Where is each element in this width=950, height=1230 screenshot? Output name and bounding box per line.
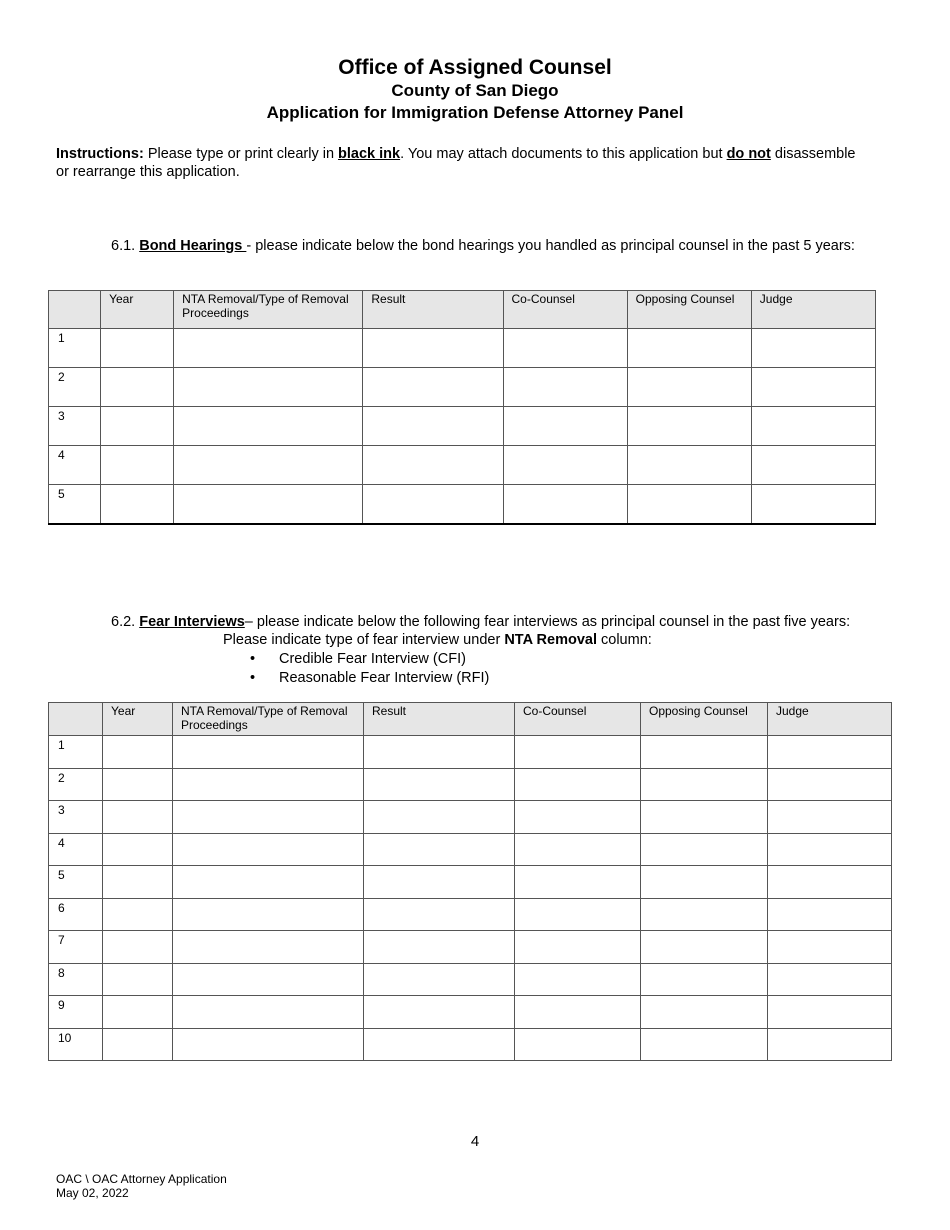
table-row <box>49 1028 892 1061</box>
column-header-label: NTA Removal/Type of Removal Proceedings <box>182 292 349 320</box>
row-number-label: 3 <box>58 409 65 423</box>
table-cell[interactable] <box>627 485 751 524</box>
bullet-icon: • <box>250 651 256 667</box>
table-cell[interactable] <box>364 833 515 866</box>
column-header <box>641 703 768 736</box>
row-number <box>49 446 101 485</box>
table-row <box>49 996 892 1029</box>
column-header <box>364 703 515 736</box>
table-cell[interactable] <box>768 898 892 931</box>
column-header <box>173 703 364 736</box>
section-6-2-heading <box>111 613 850 631</box>
row-number-label: 8 <box>58 965 65 980</box>
table-cell[interactable] <box>641 736 768 769</box>
row-number-label: 1 <box>58 738 65 752</box>
table-cell[interactable] <box>641 768 768 801</box>
table-cell[interactable] <box>515 736 641 769</box>
table-cell[interactable] <box>173 866 364 899</box>
table-cell[interactable] <box>515 996 641 1029</box>
table-cell[interactable] <box>503 485 627 524</box>
note-text-post: column: <box>596 632 652 648</box>
row-number-label: 9 <box>58 998 65 1012</box>
table-cell[interactable] <box>768 768 892 801</box>
table-cell[interactable] <box>173 996 364 1029</box>
table-cell[interactable] <box>101 368 174 407</box>
table-cell[interactable] <box>101 407 174 446</box>
instructions-label: Instructions: <box>56 146 144 162</box>
table-cell[interactable] <box>173 768 364 801</box>
table-cell[interactable] <box>363 446 503 485</box>
table-cell[interactable] <box>364 736 515 769</box>
table-cell[interactable] <box>103 866 173 899</box>
table-cell[interactable] <box>173 801 364 834</box>
row-number <box>49 368 101 407</box>
table-cell[interactable] <box>641 931 768 964</box>
column-header-label: NTA Removal/Type of Removal Proceedings <box>181 704 348 732</box>
section-6-2-title: Fear Interviews <box>139 614 245 630</box>
table-cell[interactable] <box>173 931 364 964</box>
table-cell[interactable] <box>363 407 503 446</box>
table-cell[interactable] <box>364 996 515 1029</box>
instructions <box>56 145 856 181</box>
table-cell[interactable] <box>103 736 173 769</box>
table-row <box>49 736 892 769</box>
table-row <box>49 833 892 866</box>
section-6-1-text: - please indicate below the bond hearings you handled as principal counsel in the past 5 years: <box>246 238 855 254</box>
fear-interview-note <box>223 632 652 648</box>
table-header-row <box>49 703 892 736</box>
column-header-label: Judge <box>776 704 809 718</box>
table-cell[interactable] <box>101 485 174 524</box>
table-cell[interactable] <box>174 368 363 407</box>
table-row <box>49 866 892 899</box>
column-header <box>101 291 174 329</box>
table-cell[interactable] <box>751 407 875 446</box>
row-number-label: 6 <box>58 900 65 915</box>
table-row <box>49 898 892 931</box>
row-number <box>49 329 101 368</box>
table-cell[interactable] <box>515 768 641 801</box>
section-6-1-number: 6.1. <box>111 238 140 254</box>
table-cell[interactable] <box>768 736 892 769</box>
table-cell[interactable] <box>103 768 173 801</box>
do-not-emphasis: do not <box>726 146 771 162</box>
instructions-text-2: . You may attach documents to this application but <box>400 146 727 162</box>
table-cell[interactable] <box>627 368 751 407</box>
table-cell[interactable] <box>515 898 641 931</box>
table-cell[interactable] <box>768 833 892 866</box>
row-number <box>49 866 103 899</box>
table-cell[interactable] <box>364 898 515 931</box>
bond-hearings-table <box>48 290 876 525</box>
column-header-label: Judge <box>759 292 793 306</box>
table-cell[interactable] <box>103 1028 173 1061</box>
fear-interview-types <box>250 650 489 687</box>
table-cell[interactable] <box>503 368 627 407</box>
table-cell[interactable] <box>768 1028 892 1061</box>
table-cell[interactable] <box>627 446 751 485</box>
column-header-label: Co-Counsel <box>523 704 587 718</box>
table-row <box>49 446 876 485</box>
bullet-icon: • <box>250 669 256 686</box>
column-header <box>49 703 103 736</box>
column-header-label: Year <box>109 292 134 306</box>
table-cell[interactable] <box>641 833 768 866</box>
instructions-text-3: disassemble or rearrange this application. <box>56 146 856 180</box>
table-cell[interactable] <box>173 1028 364 1061</box>
table-cell[interactable] <box>103 931 173 964</box>
row-number-label: 2 <box>58 370 65 384</box>
table-cell[interactable] <box>103 898 173 931</box>
table-cell[interactable] <box>641 898 768 931</box>
table-cell[interactable] <box>768 963 892 996</box>
table-cell[interactable] <box>364 768 515 801</box>
column-header <box>363 291 503 329</box>
table-cell[interactable] <box>751 368 875 407</box>
table-cell[interactable] <box>103 996 173 1029</box>
table-cell[interactable] <box>503 407 627 446</box>
application-subtitle: Application for Immigration Defense Attorney Panel <box>266 103 684 122</box>
table-cell[interactable] <box>641 1028 768 1061</box>
table-cell[interactable] <box>515 963 641 996</box>
row-number <box>49 1028 103 1061</box>
row-number-label: 7 <box>58 933 65 947</box>
table-cell[interactable] <box>641 963 768 996</box>
table-cell[interactable] <box>515 1028 641 1061</box>
row-number-label: 5 <box>58 868 65 882</box>
footer <box>56 1172 227 1200</box>
list-item <box>250 650 489 669</box>
table-cell[interactable] <box>503 329 627 368</box>
table-cell[interactable] <box>751 446 875 485</box>
table-cell[interactable] <box>503 446 627 485</box>
row-number <box>49 931 103 964</box>
table-cell[interactable] <box>364 801 515 834</box>
row-number-label: 5 <box>58 487 65 501</box>
table-cell[interactable] <box>363 329 503 368</box>
page-number: 4 <box>470 1133 480 1150</box>
column-header-label: Result <box>371 292 406 306</box>
row-number <box>49 407 101 446</box>
table-cell[interactable] <box>101 446 174 485</box>
table-cell[interactable] <box>641 801 768 834</box>
table-cell[interactable] <box>364 963 515 996</box>
table-row <box>49 407 876 446</box>
column-header-label <box>49 703 102 704</box>
column-header-label: Year <box>111 704 136 718</box>
table-cell[interactable] <box>174 329 363 368</box>
table-header-row <box>49 291 876 329</box>
table-cell[interactable] <box>515 931 641 964</box>
note-nta-removal: NTA Removal <box>504 632 597 648</box>
row-number <box>49 736 103 769</box>
column-header-label: Opposing Counsel <box>649 704 748 718</box>
column-header-label: Result <box>372 704 407 718</box>
row-number-label: 10 <box>58 1030 72 1045</box>
row-number <box>49 898 103 931</box>
row-number <box>49 833 103 866</box>
table-cell[interactable] <box>103 963 173 996</box>
footer-date: May 02, 2022 <box>56 1186 129 1200</box>
row-number <box>49 485 101 524</box>
table-row <box>49 801 892 834</box>
table-cell[interactable] <box>768 996 892 1029</box>
table-cell[interactable] <box>751 329 875 368</box>
column-header <box>768 703 892 736</box>
table-cell[interactable] <box>364 1028 515 1061</box>
row-number-label: 4 <box>58 448 65 462</box>
table-cell[interactable] <box>627 329 751 368</box>
table-cell[interactable] <box>173 833 364 866</box>
table-cell[interactable] <box>641 996 768 1029</box>
table-cell[interactable] <box>768 866 892 899</box>
table-cell[interactable] <box>174 407 363 446</box>
table-row <box>49 768 892 801</box>
table-row <box>49 368 876 407</box>
row-number-label: 2 <box>58 770 65 785</box>
page-title: Office of Assigned Counsel <box>338 56 612 79</box>
table-cell[interactable] <box>174 446 363 485</box>
table-cell[interactable] <box>768 801 892 834</box>
table-row <box>49 931 892 964</box>
table-cell[interactable] <box>173 963 364 996</box>
table-cell[interactable] <box>515 801 641 834</box>
list-item <box>250 669 489 688</box>
table-cell[interactable] <box>363 485 503 524</box>
column-header-label: Opposing Counsel <box>635 292 735 306</box>
table-row <box>49 329 876 368</box>
row-number <box>49 768 103 801</box>
row-number-label: 3 <box>58 803 65 817</box>
row-number-label: 4 <box>58 835 65 850</box>
section-6-1-heading <box>111 237 855 255</box>
fear-interviews-table <box>48 702 892 1061</box>
row-number <box>49 963 103 996</box>
section-6-1-title: Bond Hearings <box>139 238 247 254</box>
table-cell[interactable] <box>515 866 641 899</box>
black-ink-emphasis: black ink <box>338 146 401 162</box>
table-cell[interactable] <box>515 833 641 866</box>
table-cell[interactable] <box>751 485 875 524</box>
table-cell[interactable] <box>103 801 173 834</box>
table-cell[interactable] <box>641 866 768 899</box>
table-row <box>49 485 876 524</box>
instructions-text-1: Please type or print clearly in <box>143 146 339 162</box>
table-cell[interactable] <box>103 833 173 866</box>
column-header <box>751 291 875 329</box>
bullet-text: Credible Fear Interview (CFI) <box>279 651 466 667</box>
section-6-2-number: 6.2. <box>111 614 140 630</box>
footer-document-path: OAC \ OAC Attorney Application <box>56 1172 227 1186</box>
table-row <box>49 963 892 996</box>
table-cell[interactable] <box>364 931 515 964</box>
note-text-pre: Please indicate type of fear interview under <box>223 632 505 648</box>
row-number <box>49 996 103 1029</box>
table-cell[interactable] <box>173 898 364 931</box>
table-cell[interactable] <box>101 329 174 368</box>
table-cell[interactable] <box>363 368 503 407</box>
section-6-2-text: – please indicate below the following fear interviews as principal counsel in the past five years: <box>244 614 851 630</box>
table-cell[interactable] <box>627 407 751 446</box>
row-number-label: 1 <box>58 331 65 345</box>
column-header-label <box>49 291 100 292</box>
column-header <box>174 291 363 329</box>
column-header <box>627 291 751 329</box>
column-header <box>515 703 641 736</box>
column-header-label: Co-Counsel <box>511 292 575 306</box>
column-header <box>103 703 173 736</box>
county-subtitle: County of San Diego <box>391 81 559 100</box>
table-cell[interactable] <box>173 736 364 769</box>
table-cell[interactable] <box>768 931 892 964</box>
row-number <box>49 801 103 834</box>
column-header <box>503 291 627 329</box>
column-header <box>49 291 101 329</box>
table-cell[interactable] <box>364 866 515 899</box>
bullet-text: Reasonable Fear Interview (RFI) <box>279 669 490 686</box>
table-cell[interactable] <box>174 485 363 524</box>
